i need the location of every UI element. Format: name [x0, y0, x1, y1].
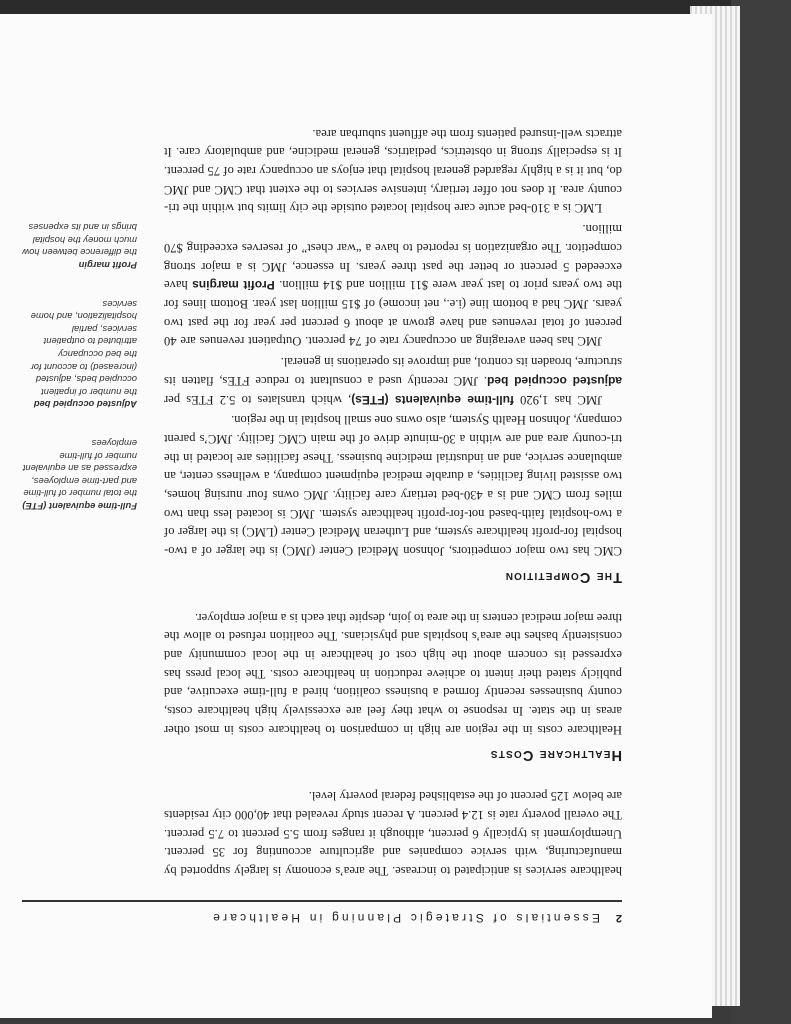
glossary-entry-adjusted-occupied-bed — [22, 297, 137, 410]
glossary-term: Profit margin — [78, 260, 137, 272]
glossary-definition: the total number of full-time and part-time employees, expressed as an equivalent number of full-time employees — [22, 438, 137, 500]
paragraph-healthcare-costs: Healthcare costs in the region are high in comparison to healthcare costs in most other areas in the state. In response to what they feel are excessively high healthcare costs, county businesses recently formed a business coalition, hired a full-time executive, and publicly stated their intent to achieve reduction in healthcare costs. The local press has expressed its concern about the high cost of healthcare in the local community and consistently bashes the area’s hospitals and physicians. The coalition refused to allow the three major medical centers in the area to join, despite that each is a major employer. — [164, 610, 622, 737]
page-rotated-180 — [0, 14, 712, 1018]
paragraph-jmc-ftes — [164, 352, 622, 408]
main-text-column — [164, 122, 622, 880]
text-segment: have exceeded 5 percent or better the past three years. In essence, JMC is a major strong competitor. The organization is reported to have a “war chest” of reserves exceeding $70 million. — [164, 222, 622, 293]
page-number: 2 — [615, 912, 622, 924]
running-header — [22, 906, 622, 930]
glossary-definition: the difference between how much money the hospital brings in and its expenses — [22, 222, 137, 259]
running-title: Essentials of Strategic Planning in Healthcare — [209, 911, 600, 925]
paragraph-lmc: LMC is a 310-bed acute care hospital located outside the city limits but within the tri-county area. It does not offer tertiary, intensive services to the extent that CMC and JMC do, but it is a highly regarded general hospital that enjoys an occupancy rate of 75 percent. It is especially strong in obstetrics, pediatrics, general medicine, and ambulatory care. It attracts well-insured patients from the affluent suburban area. — [164, 126, 622, 216]
glossary-term: Adjusted occupied bed — [33, 399, 137, 411]
text-segment: JMC has 1,920 — [513, 392, 602, 407]
heading-the-competition: The Competition — [504, 568, 622, 585]
text-segment: , which translates to 5.2 FTEs per — [164, 392, 352, 407]
glossary-entry-profit-margin — [22, 221, 137, 271]
term-adjusted-occupied-bed: adjusted occupied bed — [486, 373, 622, 388]
term-profit-margins: Profit margins — [192, 278, 275, 293]
glossary-entry-fte — [22, 436, 137, 512]
text-segment: . JMC recently used a consultant to reduce FTEs, flatten its structure, broaden its control, and improve its operations in general. — [163, 355, 622, 388]
page-content — [22, 30, 622, 930]
header-rule — [22, 901, 622, 903]
glossary-term: Full-time equivalent (FTE) — [22, 501, 137, 512]
glossary-definition: the number of inpatient occupied beds, adjusted (increased) to account for the bed occupancy attributed to outpatient services, partial hospitalization, and home services — [30, 298, 137, 398]
paragraph-jmc-finances — [164, 220, 622, 351]
paragraph-competitors: CMC has two major competitors, Johnson Medical Center (JMC) is the larger of a two-hospital for-profit healthcare system, and Lutheran Medical Center (LMC) is the larger of a two-hospital faith-based not-for-profit healthcare system. JMC is located less than two miles from CMC and is a 430-bed tertiary care facility. JMC owns four nursing homes, two assisted living facilities, a durable medical equipment company, a wellness center, an ambulance service, and an industrial medicine business. These facilities are located in the tri-county area and are within a 30-minute drive of the main CMC facility. JMC’s parent company, Johnson Health System, also owns one small hospital in the region. — [164, 413, 622, 559]
glossary-sidebar — [22, 195, 137, 512]
text-segment: JMC has been averaging an occupancy rate of 74 percent. Outpatient revenues are 40 percent of total revenues and have grown at about 6 percent per year for the past two years. JMC had a bottom line (i.e., net income) of $15 million last year. Bottom lines for the two years prior to last year were $11 million and $14 million. — [164, 278, 622, 349]
heading-healthcare-costs: Healthcare Costs — [489, 747, 622, 764]
scan-dark-edge-right — [731, 0, 791, 1024]
term-fte: full-time equivalents (FTEs) — [351, 392, 514, 407]
paragraph-economy: healthcare services is anticipated to increase. The area’s economy is largely supported by manufacturing, with service companies and agriculture accounting for 35 percent. Unemployment is typically 6 percent, although it ranges from 5.5 percent to 7.5 percent. The overall poverty rate is 12.4 percent. A recent study revealed that 40,000 city residents are below 125 percent of the established federal poverty level. — [164, 789, 622, 878]
